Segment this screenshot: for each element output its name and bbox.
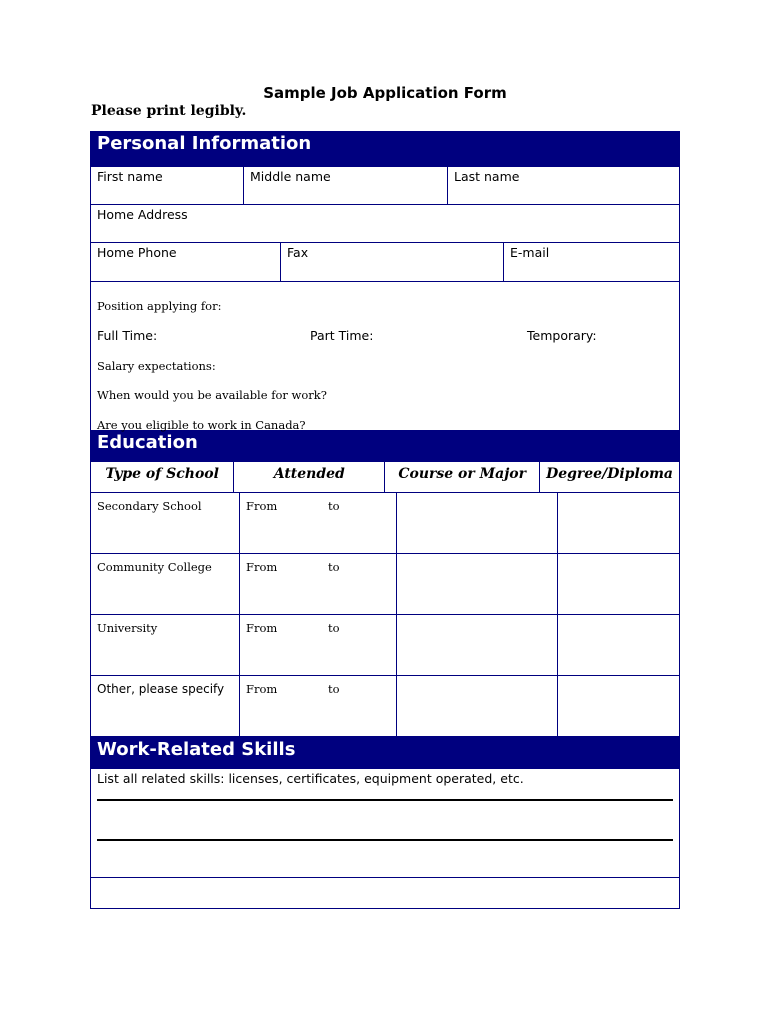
degree-field[interactable] — [557, 493, 679, 553]
eligibility-label[interactable]: Are you eligible to work in Canada? — [97, 418, 306, 432]
attended-field[interactable] — [239, 493, 396, 553]
education-row — [91, 554, 679, 615]
education-grid — [90, 462, 680, 737]
middle-name-field[interactable] — [243, 167, 447, 204]
home-phone-field[interactable] — [91, 243, 280, 281]
education-header-row — [91, 462, 679, 493]
school-type-label: Other, please specify — [97, 682, 225, 696]
degree-field[interactable] — [557, 615, 679, 675]
attended-field[interactable] — [239, 615, 396, 675]
address-row — [91, 205, 679, 243]
home-address-field[interactable] — [91, 205, 679, 242]
from-label: From — [246, 499, 278, 513]
attended-field[interactable] — [239, 554, 396, 614]
to-label: to — [328, 560, 340, 574]
from-label: From — [246, 621, 278, 635]
home-address-label: Home Address — [97, 207, 188, 222]
from-label: From — [246, 560, 278, 574]
skills-block — [90, 769, 680, 909]
school-type-label: University — [97, 621, 158, 635]
skills-heading: Work-Related Skills — [90, 737, 680, 769]
home-phone-label: Home Phone — [97, 245, 177, 260]
temporary-label[interactable]: Temporary: — [527, 328, 597, 343]
course-field[interactable] — [396, 493, 557, 553]
skills-line-2[interactable] — [97, 839, 673, 841]
availability-label[interactable]: When would you be available for work? — [97, 388, 327, 402]
skills-line-1[interactable] — [97, 799, 673, 801]
part-time-label[interactable]: Part Time: — [310, 328, 374, 343]
middle-name-label: Middle name — [250, 169, 331, 184]
email-field[interactable] — [503, 243, 679, 281]
education-row — [91, 615, 679, 676]
fax-label: Fax — [287, 245, 309, 260]
to-label: to — [328, 621, 340, 635]
education-row — [91, 676, 679, 737]
salary-label[interactable]: Salary expectations: — [97, 359, 216, 373]
course-field[interactable] — [396, 554, 557, 614]
col-degree-diploma: Degree/Diploma — [539, 462, 679, 492]
degree-field[interactable] — [557, 554, 679, 614]
education-heading: Education — [90, 430, 680, 462]
personal-info-grid — [90, 167, 680, 282]
course-field[interactable] — [396, 615, 557, 675]
name-row — [91, 167, 679, 205]
personal-info-heading: Personal Information — [90, 131, 680, 167]
to-label: to — [328, 499, 340, 513]
fax-field[interactable] — [280, 243, 503, 281]
from-label: From — [246, 682, 278, 696]
first-name-field[interactable] — [91, 167, 243, 204]
to-label: to — [328, 682, 340, 696]
attended-field[interactable] — [239, 676, 396, 736]
degree-field[interactable] — [557, 676, 679, 736]
education-row — [91, 493, 679, 554]
school-type-label: Community College — [97, 560, 212, 574]
skills-bottom-box[interactable] — [91, 877, 679, 878]
skills-label: List all related skills: licenses, certificates, equipment operated, etc. — [97, 771, 524, 786]
page-title: Sample Job Application Form — [263, 84, 507, 102]
school-type-label: Secondary School — [97, 499, 202, 513]
instruction-text: Please print legibly. — [91, 103, 247, 119]
last-name-label: Last name — [454, 169, 520, 184]
course-field[interactable] — [396, 676, 557, 736]
col-type-of-school: Type of School — [105, 466, 219, 482]
position-label[interactable]: Position applying for: — [97, 299, 222, 313]
full-time-label[interactable]: Full Time: — [97, 328, 158, 343]
last-name-field[interactable] — [447, 167, 679, 204]
application-form — [90, 131, 680, 909]
contact-row — [91, 243, 679, 282]
position-block — [90, 282, 680, 430]
col-course-or-major: Course or Major — [384, 462, 539, 492]
col-attended: Attended — [233, 462, 384, 492]
first-name-label: First name — [97, 169, 163, 184]
email-label: E-mail — [510, 245, 550, 260]
